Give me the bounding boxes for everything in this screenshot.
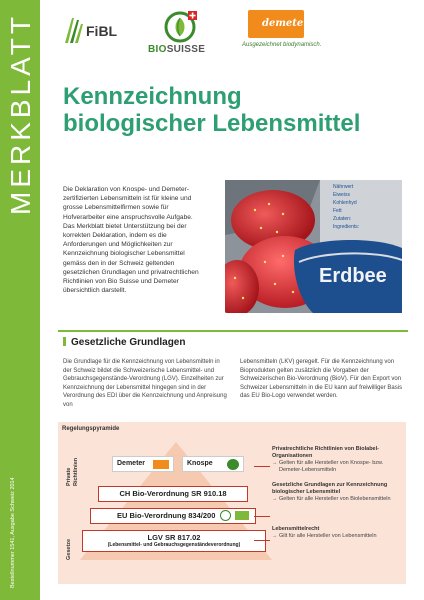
section-divider bbox=[58, 330, 408, 332]
sidebar-title: MERKBLATT bbox=[5, 13, 36, 215]
arrow-food-law bbox=[254, 540, 270, 541]
section-text-col-1: Die Grundlage für die Kennzeichnung von Lebensmitteln in der Schweiz bildet die Schweizerische Lebensmittel- und Gebrauchsgegenstände-Verordnung (LGV). Einzelheiten zur Kennzeichnung der Lebensmittel hingegen sind in der Verordnung des EDI über die Kennzeichnung und Anpreisung von bbox=[63, 359, 227, 408]
page-title bbox=[63, 83, 360, 137]
strawberry-yogurt-image bbox=[225, 180, 402, 313]
fibl-logo bbox=[62, 16, 127, 44]
svg-text:Eiweiss: Eiweiss bbox=[333, 192, 350, 198]
order-number: Bestellnummer 1541, Ausgabe Schweiz 2014 bbox=[10, 477, 16, 588]
intro-paragraph-2: Das Merkblatt bietet Unterstützung bei der korrekten Deklaration, indem es die Anforderungen und Möglichkeiten zur Kennzeichnung biologischer Lebensmittel gemäss den in der Schweiz geltenden gesetzlichen Grundlagen und privatrechtlichen Richtlinien von Bio Suisse und Demeter übersichtlich darstellt. bbox=[63, 222, 199, 295]
eu-regulation-box: EU Bio-Verordnung 834/200 bbox=[90, 508, 256, 524]
section-heading: Gesetzliche Grundlagen bbox=[63, 337, 407, 353]
intro-paragraph-1: Die Deklaration von Knospe- und Demeter-zertifizierten Lebensmitteln ist für kleine und grosse Lebensmittelfirmen sowie für Hofverarbeiter eine anspruchsvolle Aufgabe. bbox=[63, 186, 193, 221]
demeter-wordmark: demeter bbox=[262, 18, 309, 29]
demeter-box bbox=[248, 10, 309, 38]
demeter-mini-logo bbox=[153, 460, 169, 469]
pyramid-label: Regelungspyramide bbox=[62, 426, 120, 432]
biosuisse-logo bbox=[144, 8, 214, 58]
biosuisse-wordmark: BIOSUISSE bbox=[148, 44, 206, 55]
arrow-laws bbox=[254, 516, 270, 517]
svg-text:Zutaten:: Zutaten: bbox=[333, 216, 352, 222]
bio-circle-icon bbox=[220, 510, 231, 521]
arrow-private bbox=[254, 466, 270, 467]
regulation-pyramid bbox=[58, 422, 406, 584]
knospe-badge: Knospe bbox=[182, 456, 244, 472]
legend-food-law: Lebensmittelrecht → Gilt für alle Hersteller von Lebensmitteln bbox=[272, 526, 402, 540]
yogurt-photo bbox=[225, 180, 402, 313]
bud-mini-icon bbox=[227, 459, 239, 470]
intro-text bbox=[63, 185, 207, 295]
side-label-laws: Gesetze bbox=[66, 538, 72, 560]
sidebar bbox=[0, 0, 40, 600]
title-line-1: Kennzeichnung bbox=[63, 83, 242, 110]
svg-text:Fett: Fett bbox=[333, 208, 342, 214]
demeter-badge: Demeter bbox=[112, 456, 174, 472]
ch-regulation-box: CH Bio-Verordnung SR 910.18 bbox=[98, 486, 248, 502]
section-bullet bbox=[63, 337, 66, 346]
legend-laws: Gesetzliche Grundlagen zur Kennzeichnung biologischer Lebensmittel → Gelten für alle Hersteller von Biolebensmitteln bbox=[272, 482, 402, 503]
svg-text:Kohlenhyd: Kohlenhyd bbox=[333, 200, 357, 206]
fibl-leaf-icon bbox=[62, 16, 84, 44]
demeter-claim: Ausgezeichnet biodynamisch. bbox=[242, 42, 322, 48]
legend-private: Privatrechtliche Richtlinien von Biolabel-Organisationen → Gelten für alle Hersteller von Knospe- bzw. Demeter-Lebensmitteln bbox=[272, 446, 402, 474]
fibl-wordmark: FiBL bbox=[86, 23, 118, 39]
demeter-logo bbox=[242, 10, 362, 58]
eu-leaf-icon bbox=[235, 511, 249, 520]
svg-text:Ingredients:: Ingredients: bbox=[333, 224, 360, 230]
bud-icon bbox=[164, 10, 198, 44]
svg-text:Nährwert: Nährwert bbox=[333, 184, 354, 190]
lid-text: Erdbee bbox=[319, 265, 387, 287]
lgv-regulation-box: LGV SR 817.02 (Lebensmittel- und Gebrauchsgegenständeverordnung) bbox=[82, 530, 266, 552]
title-line-2: biologischer Lebensmittel bbox=[63, 110, 361, 137]
section-text-col-2: Lebensmitteln (LKV) geregelt. Für die Kennzeichnung von Bioprodukten gelten zusätzlich die Vorgaben der Schweizerischen Bio-Verordnung (BioV). Für den Export von Schweizer Lebensmitteln in die EU kann auf freiwilliger Basis das EU Bio-Logo verwendet werden. bbox=[240, 359, 403, 400]
side-label-private: Private Richtlinien bbox=[66, 457, 79, 486]
logo-bar bbox=[62, 8, 412, 58]
